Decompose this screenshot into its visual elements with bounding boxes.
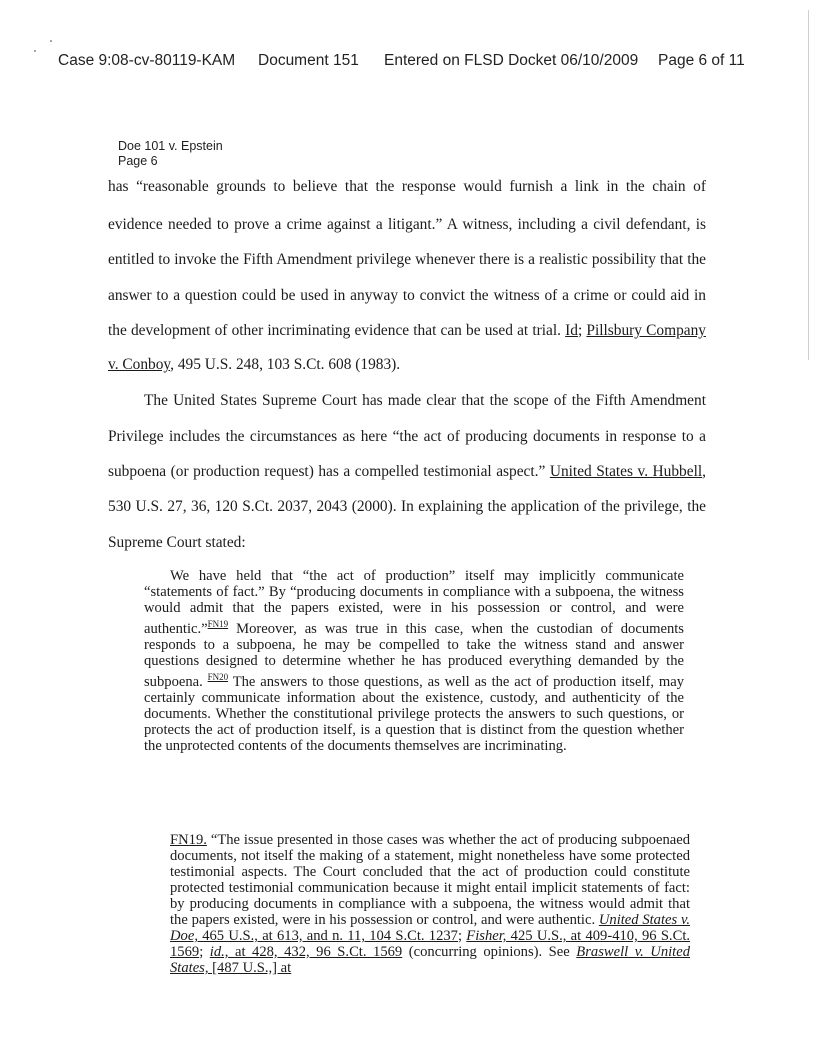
body-line — [108, 463, 706, 481]
case-citation: id., — [209, 944, 229, 960]
body-line — [108, 356, 706, 374]
docket-case-number: Case 9:08-cv-80119-KAM — [58, 52, 236, 69]
scan-speck — [34, 50, 36, 52]
body-line: The United States Supreme Court has made clear that the scope of the Fifth Amendment — [144, 392, 706, 409]
case-citation: 465 U.S., at 613, and n. 11, 104 S.Ct. 1237 — [197, 928, 458, 944]
body-line: Privilege includes the circumstances as here “the act of producing documents in response to a — [108, 428, 706, 445]
body-line: evidence needed to prove a crime against a litigant.” A witness, including a civil defendant, is — [108, 216, 706, 233]
citation-separator: ; — [457, 928, 467, 944]
body-line: 530 U.S. 27, 36, 120 S.Ct. 2037, 2043 (2000). In explaining the application of the privilege, the — [108, 498, 706, 515]
footnote-label: FN19. — [170, 832, 207, 848]
footnote-text: “The issue presented in those cases was whether the act of producing subpoenaed documents, not itself the making of a statement, might nonetheless have some protected testimonial aspects. The Court concluded that the act of production could constitute protected testimonial communication because it might entail implicit statements of fact: by producing documents in compliance with a subpoena, the witness would admit that the papers existed, were in his possession or control, and were authentic. — [170, 832, 690, 928]
page-edge-line — [808, 10, 809, 360]
case-citation: at 428, 432, 96 S.Ct. 1569 — [228, 944, 403, 960]
docket-document-number: Document 151 — [258, 52, 359, 69]
citation-separator: ; — [199, 944, 210, 960]
quote-text: We have held that “the act of production” itself may implicitly communicate “statements of fact.” By “producing documents in compliance with a subpoena, the witness would admit that the papers existed, were in his possession or control, and were authentic.” — [144, 568, 684, 637]
case-citation: Fisher, — [466, 928, 507, 944]
docket-page-number: Page 6 of 11 — [658, 52, 745, 69]
body-line: Supreme Court stated: — [108, 534, 246, 551]
body-text: subpoena (or production request) has a compelled testimonial aspect.” — [108, 463, 550, 480]
docket-entered-date: Entered on FLSD Docket 06/10/2009 — [384, 52, 639, 69]
case-citation: Pillsbury Company — [586, 322, 706, 339]
footnote-ref-fn20[interactable]: FN20 — [207, 672, 229, 682]
scan-speck — [50, 40, 52, 42]
case-citation: v. Conboy — [108, 356, 171, 373]
running-head-page: Page 6 — [118, 154, 158, 168]
citation-separator: ; — [577, 322, 587, 339]
quote-text: Moreover, as was true in this case, when the custodian of documents responds to a subpoena, he may be compelled to take the witness stand and answer questions designed to determine whether he has produced everything demanded by the subpoena. — [144, 621, 684, 690]
body-line: answer to a question could be used in anyway to convict the witness of a crime or could aid in — [108, 287, 706, 304]
case-citation: United States v. Doe, — [170, 912, 690, 944]
body-text: , 495 U.S. 248, 103 S.Ct. 608 (1983). — [170, 356, 401, 373]
case-citation: [487 U.S.,] at — [208, 960, 292, 976]
running-head-title: Doe 101 v. Epstein — [118, 139, 223, 153]
footnote-fn19 — [170, 832, 690, 976]
body-line — [108, 322, 706, 340]
body-text: the development of other incriminating evidence that can be used at trial. — [108, 322, 566, 339]
case-citation: Id — [565, 322, 578, 339]
body-line: has “reasonable grounds to believe that the response would furnish a link in the chain of — [108, 178, 706, 195]
case-citation: 425 U.S., at 409-410, 96 S.Ct. 1569 — [170, 928, 691, 960]
footnote-ref-fn19[interactable]: FN19 — [207, 619, 229, 629]
block-quote — [144, 568, 684, 754]
footnote-text: (concurring opinions). See — [402, 944, 577, 960]
case-citation: United States v. Hubbell — [549, 463, 703, 480]
body-line: entitled to invoke the Fifth Amendment privilege whenever there is a realistic possibility that the — [108, 251, 706, 268]
case-citation: Braswell v. United States, — [170, 944, 691, 976]
body-text: , — [702, 463, 706, 480]
quote-text: The answers to those questions, as well as the act of production itself, may certainly communicate information about the existence, custody, and authenticity of the documents. Whether the constitutional privilege protects the answers to such questions, or protects the act of production itself, is a question that is distinct from the question whether the unprotected contents of the documents themselves are incriminating. — [144, 674, 684, 754]
